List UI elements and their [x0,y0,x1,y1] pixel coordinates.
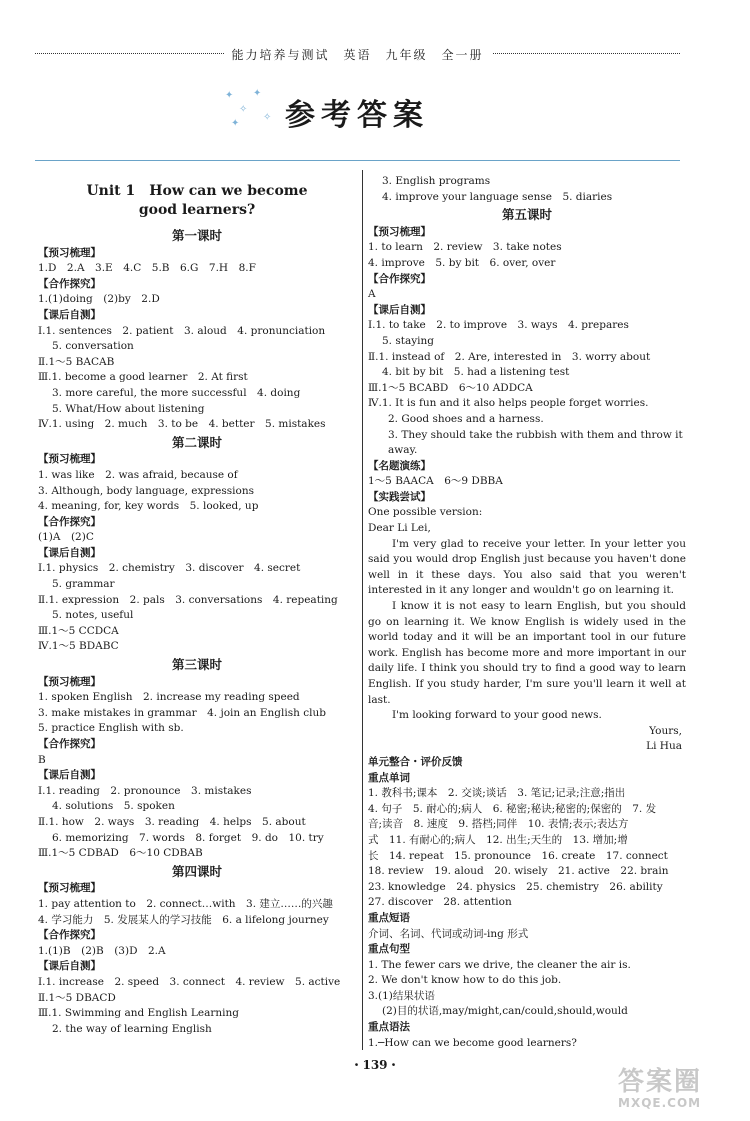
title-rule [35,160,680,161]
answer-line: 3. make mistakes in grammar 4. join an English club [38,706,326,719]
answer-line: One possible version: [368,506,483,519]
answer-line: 1.D 2.A 3.E 4.C 5.B 6.G 7.H 8.F [38,262,256,275]
answer-line: B [38,753,46,766]
answer-line: 4. improve your language sense 5. diaries [382,190,613,203]
section-label: 【实践尝试】 [368,490,431,503]
answer-line: 1.─How can we become good learners? [368,1036,577,1049]
answer-line: 长 14. repeat 15. pronounce 16. create 17. connect [368,849,668,862]
answer-line: Ⅱ.1～5 BACAB [38,355,115,368]
answer-line: 4. 学习能力 5. 发展某人的学习技能 6. a lifelong journey [38,913,329,926]
answer-line: 5. conversation [52,340,134,353]
sparkle-icon: ✦ [231,118,240,129]
section-label: 【课后自测】 [38,960,101,973]
answer-line: 5. notes, useful [52,609,134,622]
answer-line: Ⅳ.1. using 2. much 3. to be 4. better 5. mistakes [38,418,326,431]
lesson-heading: 第二课时 [171,434,222,450]
section-label: 重点语法 [368,1021,410,1034]
answer-line: Ⅰ.1. sentences 2. patient 3. aloud 4. pronunciation [38,324,326,337]
answer-line: 5. practice English with sb. [38,722,184,735]
right-answer-lines [368,174,686,1051]
section-label: 【预习梳理】 [38,882,101,895]
column-divider [362,170,363,1050]
answer-line: 介词、名词、代词或动词-ing 形式 [368,927,529,940]
lesson-heading: 第五课时 [501,207,552,223]
answer-line: 4. bit by bit 5. had a listening test [382,366,570,379]
page-number: ・139・ [350,1058,400,1072]
answer-line: 3. English programs [382,175,491,187]
answer-line: 1. spoken English 2. increase my reading speed [38,691,300,704]
right-column [368,174,686,1051]
section-label: 重点句型 [368,943,410,956]
unit-title-line: Unit 1 How can we become [86,183,308,199]
sparkle-icon: ✧ [239,104,248,115]
answer-line: 4. meaning, for, key words 5. looked, up [38,500,259,513]
answer-line: Ⅱ.1. instead of 2. Are, interested in 3. worry about [368,350,651,363]
answer-line: Ⅲ.1. Swimming and English Learning [38,1007,239,1020]
sparkle-icon: ✦ [225,90,234,101]
section-label: 【预习梳理】 [38,246,101,259]
answer-line: 4. 句子 5. 耐心的;病人 6. 秘密;秘诀;秘密的;保密的 7. 发 [368,802,657,815]
answer-line: 3. more careful, the more successful 4. doing [52,386,301,399]
answer-line: 4. solutions 5. spoken [52,800,175,813]
answer-line: 1. was like 2. was afraid, because of [38,468,238,481]
section-label: 【合作探究】 [38,515,101,528]
section-label: 【合作探究】 [368,272,431,285]
section-label: 【合作探究】 [38,738,101,750]
answer-line: Li Hua [646,740,682,753]
left-answer-lines [38,228,356,1037]
answer-line: 2. the way of learning English [52,1022,212,1035]
section-label: 【合作探究】 [38,277,101,290]
answer-line: Ⅱ.1. expression 2. pals 3. conversations 4. repeating [38,593,338,606]
section-label: 重点单词 [368,771,410,784]
answer-line: 音;读音 8. 速度 9. 搭档;同伴 10. 表情;表示;表达方 [368,818,629,831]
answer-line: 5. staying [382,334,434,347]
answer-line: 5. grammar [52,578,115,591]
answer-line: 2. Good shoes and a harness. [388,412,544,425]
section-label: 【合作探究】 [38,929,101,942]
answer-line: Ⅲ.1. become a good learner 2. At first [38,371,248,384]
answer-line: Ⅲ.1～5 CCDCA [38,624,119,637]
answer-line: 1.(1)doing (2)by 2.D [38,293,160,306]
answer-line: 1. pay attention to 2. connect…with 3. 建立……的兴趣 [38,897,333,910]
unit-title [38,182,356,220]
running-header [35,47,680,61]
lesson-heading: 第三课时 [171,657,222,673]
answer-line: 式 11. 有耐心的;病人 12. 出生;天生的 13. 增加;增 [368,833,628,846]
watermark-line: MXQE.COM [618,1096,702,1110]
unit-title-line: good learners? [138,202,256,218]
answer-line: 3. Although, body language, expressions [38,484,254,497]
page-title: 参考答案 [285,98,429,133]
answer-line: 1. to learn 2. review 3. take notes [368,241,562,254]
answer-line: Ⅰ.1. increase 2. speed 3. connect 4. review 5. active [38,975,341,988]
answer-line: 27. discover 28. attention [368,896,512,909]
answer-line: 5. What/How about listening [52,402,205,415]
section-label: 【课后自测】 [38,546,101,559]
section-label: 【课后自测】 [38,308,101,321]
answer-line: Ⅰ.1. physics 2. chemistry 3. discover 4. secret [38,562,301,575]
section-label: 重点短语 [368,911,410,924]
answer-line: 1.(1)B (2)B (3)D 2.A [38,944,166,957]
watermark-line: 答案圈 [618,1067,703,1097]
answer-line: 1～5 BAACA 6～9 DBBA [368,475,503,488]
answer-line: 6. memorizing 7. words 8. forget 9. do 10. try [52,831,324,844]
answer-line: 1. 教科书;课本 2. 交谈;谈话 3. 笔记;记录;注意;指出 [368,787,626,800]
watermark-logo [618,1068,738,1114]
answer-line: I know it is not easy to learn English, but you should go on learning it. We know English is widely used in the world today and it will be an important tool in our future work. English has become more and more important in our daily life. I think you should try to find a good way to learn English. If you study harder, I'm sure you'll learn it well at last. [368,600,686,706]
answer-line: 3. They should take the rubbish with them and throw it [388,428,683,441]
left-column [38,170,356,1037]
section-label: 【课后自测】 [38,769,101,782]
answer-line: Ⅰ.1. to take 2. to improve 3. ways 4. prepares [368,319,629,332]
answer-line: Yours, [649,724,682,737]
answer-line: 18. review 19. aloud 20. wisely 21. active 22. brain [368,865,669,878]
answer-line: 23. knowledge 24. physics 25. chemistry 26. ability [368,880,663,893]
section-label: 【预习梳理】 [368,225,431,238]
answer-line: 1. The fewer cars we drive, the cleaner the air is. [368,958,631,971]
answer-line: Ⅲ.1～5 CDBAD 6～10 CDBAB [38,847,203,860]
sparkle-icon: ✦ [253,88,262,99]
answer-line: Ⅱ.1. how 2. ways 3. reading 4. helps 5. about [38,815,306,828]
answer-line: (1)A (2)C [38,531,94,544]
answer-line: 4. improve 5. by bit 6. over, over [368,256,556,269]
sparkle-icon: ✧ [263,112,272,123]
answer-line: I'm very glad to receive your letter. In your letter you said you would drop English just because you haven't done well in it these days. You also said that you weren't interested in it any longer and wouldn't go on learning it. [368,537,686,597]
answer-line: 3.(1)结果状语 [368,989,435,1002]
answer-line: Ⅳ.1. It is fun and it also helps people forget worries. [368,397,649,410]
title-block [225,86,455,138]
lesson-heading: 第一课时 [171,228,222,243]
section-label: 单元整合・评价反馈 [368,755,463,768]
answer-line: I'm looking forward to your good news. [392,709,602,722]
section-label: 【名题演练】 [368,459,431,472]
answer-line: Ⅳ.1～5 BDABC [38,640,119,653]
answer-line: A [368,288,376,301]
answer-line: Ⅲ.1～5 BCABD 6～10 ADDCA [368,381,533,394]
lesson-heading: 第四课时 [171,863,222,879]
section-label: 【预习梳理】 [38,675,101,688]
answer-line: Dear Li Lei, [368,522,431,535]
section-label: 【预习梳理】 [38,453,101,466]
section-label: 【课后自测】 [368,303,431,316]
answer-line: Ⅱ.1～5 DBACD [38,991,116,1004]
answer-line: away. [388,444,418,457]
answer-line: 2. We don't know how to do this job. [368,974,562,987]
answer-line: Ⅰ.1. reading 2. pronounce 3. mistakes [38,784,252,797]
answer-line: (2)目的状语,may/might,can/could,should,would [382,1005,628,1018]
header-text: 能力培养与测试 英语 九年级 全一册 [223,46,491,63]
